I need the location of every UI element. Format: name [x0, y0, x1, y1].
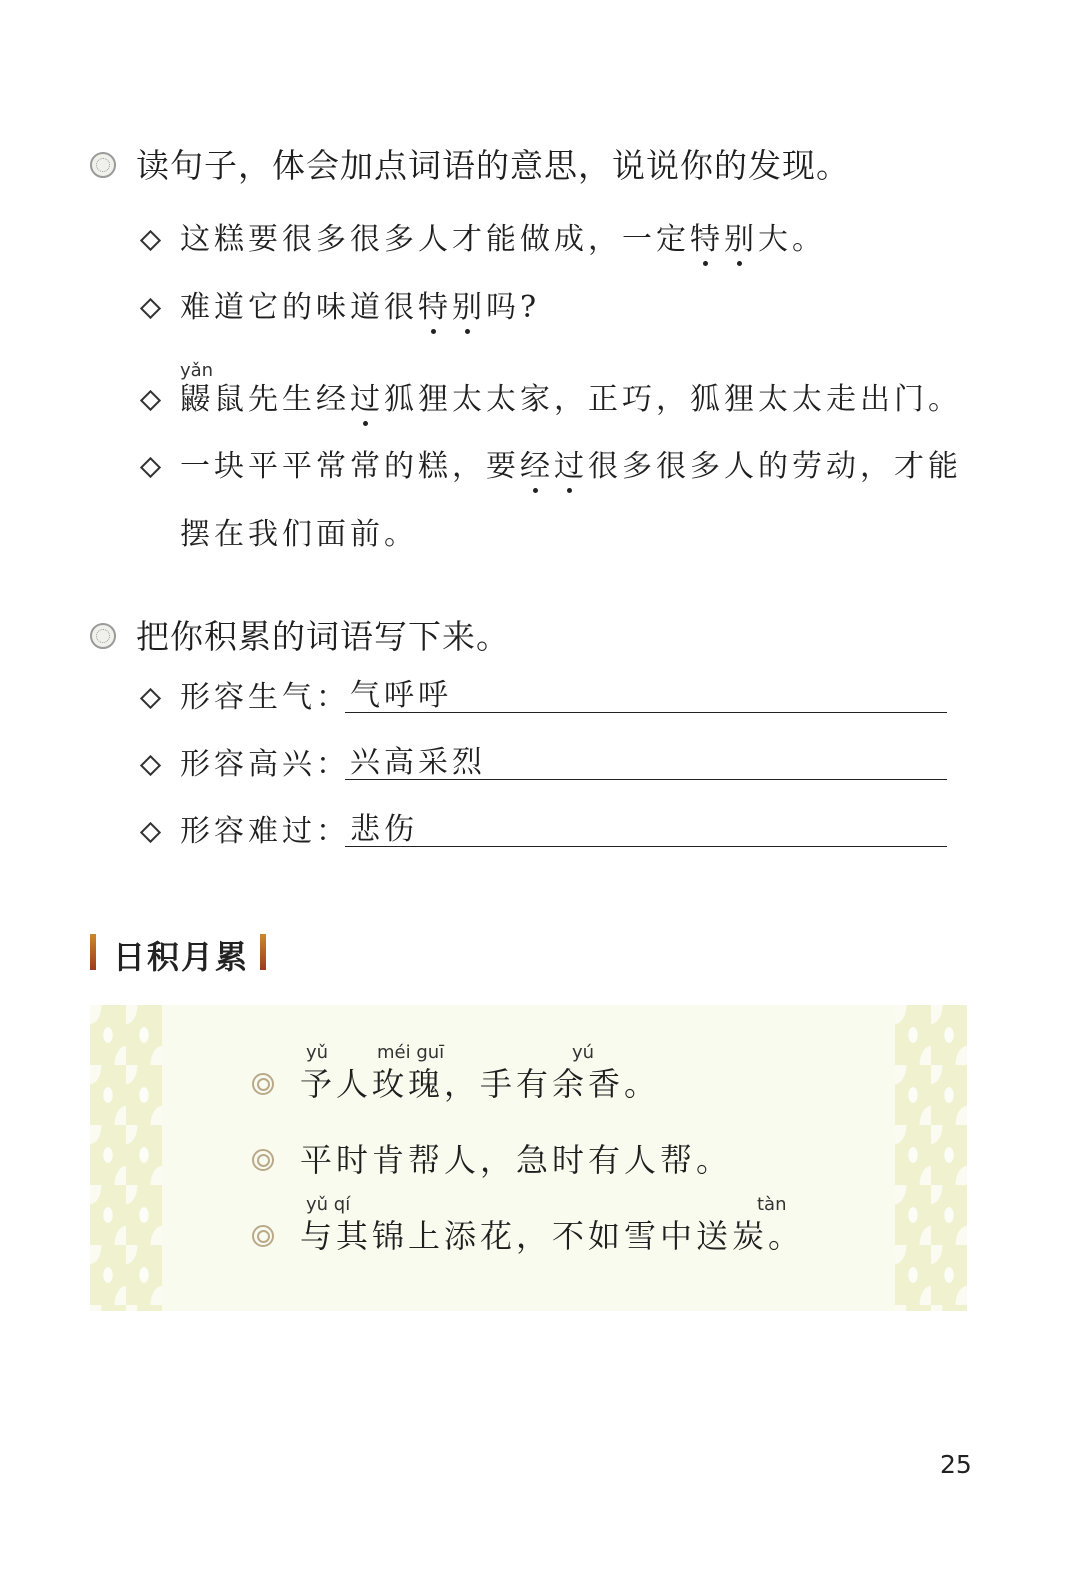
dotted-char: 经 — [520, 447, 554, 487]
heading-bar-right — [260, 934, 266, 970]
sentence-2-text-b: 吗? — [486, 290, 541, 325]
sentence-1 — [180, 220, 826, 260]
pinyin-annotation: méi guī — [377, 1042, 445, 1063]
sentence-1-text-a: 这糕要很多很多人才能做成，一定 — [180, 222, 690, 257]
fill-answer: 悲伤 — [350, 812, 418, 847]
decorative-pattern-left — [90, 1005, 162, 1311]
diamond-bullet-icon — [140, 390, 161, 411]
fill-line[interactable] — [345, 712, 947, 713]
sentence-3 — [180, 380, 962, 420]
dotted-char: 过 — [350, 380, 384, 420]
dotted-char: 特 — [690, 220, 724, 260]
sentence-4-text-b: 很多很多人的劳动，才能 — [588, 449, 962, 484]
fill-label: 形容高兴： — [180, 747, 350, 782]
pinyin-annotation: yǔ qí — [306, 1194, 351, 1215]
diamond-bullet-icon — [140, 457, 161, 478]
fill-line[interactable] — [345, 779, 947, 780]
proverb-2: 平时肯帮人，急时有人帮。 — [300, 1141, 733, 1179]
diamond-bullet-icon — [140, 298, 161, 319]
rijiyuelei-heading: 日积月累 — [113, 938, 250, 976]
proverb-bullet-icon — [252, 1149, 274, 1171]
pinyin-annotation: yú — [572, 1042, 595, 1063]
sentence-4-line-2: 摆在我们面前。 — [180, 517, 418, 552]
sentence-1-text-b: 大。 — [758, 222, 826, 257]
dotted-char: 别 — [452, 288, 486, 328]
section1-title: 读句子，体会加点词语的意思，说说你的发现。 — [136, 146, 850, 185]
sentence-3-text-a: 鼹鼠先生经 — [180, 382, 350, 417]
page-number: 25 — [940, 1450, 972, 1479]
sentence-3-text-b: 狐狸太太家，正巧，狐狸太太走出门。 — [384, 382, 962, 417]
pinyin-annotation: tàn — [757, 1194, 787, 1215]
proverb-bullet-icon — [252, 1073, 274, 1095]
sentence-4-text-a: 一块平平常常的糕，要 — [180, 449, 520, 484]
section2-title: 把你积累的词语写下来。 — [136, 617, 510, 656]
diamond-bullet-icon — [140, 230, 161, 251]
proverb-1: 予人玫瑰，手有余香。 — [300, 1065, 661, 1103]
section-bullet-icon — [90, 152, 116, 178]
proverb-3: 与其锦上添花，不如雪中送炭。 — [300, 1217, 805, 1255]
pinyin-annotation: yǔ — [306, 1042, 329, 1063]
sentence-2-text-a: 难道它的味道很 — [180, 290, 418, 325]
heading-bar-left — [90, 934, 96, 970]
dotted-char: 特 — [418, 288, 452, 328]
pinyin-annotation: yǎn — [180, 360, 214, 381]
sentence-4 — [180, 447, 962, 487]
decorative-pattern-right — [895, 1005, 967, 1311]
fill-line[interactable] — [345, 846, 947, 847]
diamond-bullet-icon — [140, 822, 161, 843]
fill-label: 形容生气： — [180, 680, 350, 715]
section-bullet-icon — [90, 623, 116, 649]
diamond-bullet-icon — [140, 688, 161, 709]
dotted-char: 别 — [724, 220, 758, 260]
proverb-bullet-icon — [252, 1225, 274, 1247]
diamond-bullet-icon — [140, 755, 161, 776]
fill-label: 形容难过： — [180, 814, 350, 849]
fill-answer: 兴高采烈 — [350, 745, 486, 780]
fill-answer: 气呼呼 — [350, 678, 452, 713]
dotted-char: 过 — [554, 447, 588, 487]
sentence-2 — [180, 288, 540, 328]
